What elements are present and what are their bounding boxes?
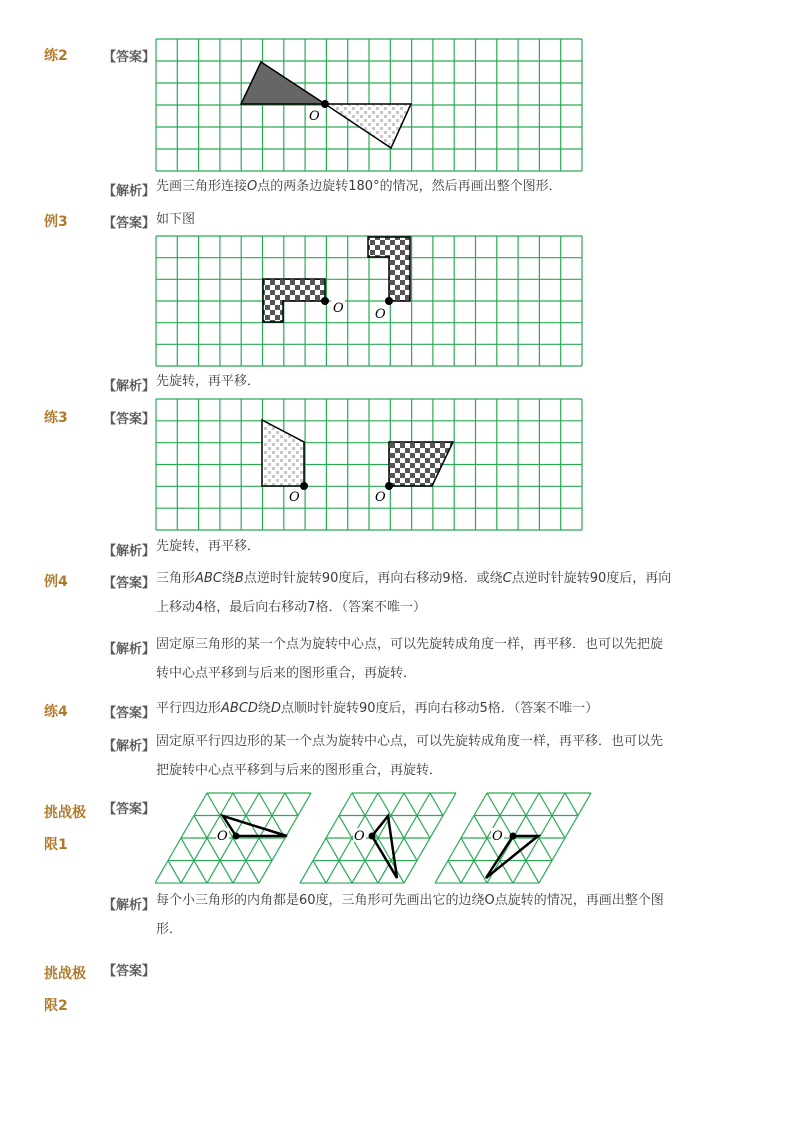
- answer-tag: 【答案】: [103, 802, 156, 817]
- analysis-tag: 【解析】: [103, 898, 156, 913]
- rotation-center-p3-b: [385, 482, 393, 490]
- original-l-shape-e3: [263, 279, 325, 322]
- triangle-fig2: [372, 816, 397, 878]
- analysis-text-e3: 先旋转，再平移．: [156, 374, 261, 389]
- section-label-c1: 挑战极 限1: [44, 805, 86, 853]
- answer-text-e3: 如下图: [156, 212, 196, 227]
- section-label-p3: 练3: [44, 410, 68, 426]
- rotation-center-fig3: [510, 833, 517, 840]
- analysis-tag: 【解析】: [103, 739, 156, 754]
- grid-figure-p2: [155, 38, 583, 173]
- analysis-text-e4: 固定原三角形的某一个点为旋转中心点，可以先旋转成角度一样，再平移．也可以先把旋 转中心点平移到与后来的图形重合，再旋转．: [156, 637, 664, 681]
- rotation-center-e3-a: [321, 297, 329, 305]
- o-mark: O: [375, 307, 386, 322]
- rotation-center-fig2: [369, 833, 376, 840]
- section-label-e3: 例3: [44, 214, 68, 230]
- grid-figure-p3: [155, 398, 583, 531]
- rotation-center-e3-b: [385, 297, 393, 305]
- moved-l-shape-e3: [368, 237, 410, 301]
- rotation-center-fig1: [233, 833, 240, 840]
- analysis-tag: 【解析】: [103, 184, 156, 199]
- grid-figure-e3: [155, 235, 583, 367]
- answer-tag: 【答案】: [103, 50, 156, 65]
- o-mark: O: [354, 829, 365, 844]
- analysis-text-p3: 先旋转，再平移．: [156, 539, 261, 554]
- o-mark: O: [289, 490, 300, 505]
- section-label-e4: 例4: [44, 574, 68, 590]
- section-label-p2: 练2: [44, 48, 68, 64]
- analysis-text-c1: 每个小三角形的内角都是60度，三角形可先画出它的边绕O点旋转的情况，再画出整个图 形．: [156, 893, 664, 937]
- answer-tag: 【答案】: [103, 412, 156, 427]
- section-label-p4: 练4: [44, 704, 68, 720]
- answer-text-p4: 平行四边形ABCD绕D点顺时针旋转90度后，再向右移动5格．（答案不唯一）: [156, 701, 599, 716]
- o-mark: O: [333, 301, 344, 316]
- analysis-text-p4: 固定原平行四边形的某一个点为旋转中心点，可以先旋转成角度一样，再平移．也可以先 把旋转中心点平移到与后来的图形重合，再旋转．: [156, 734, 664, 778]
- analysis-tag: 【解析】: [103, 642, 156, 657]
- o-mark: O: [375, 490, 386, 505]
- o-mark: O: [309, 109, 320, 124]
- answer-tag: 【答案】: [103, 216, 156, 231]
- o-mark: O: [492, 829, 503, 844]
- analysis-text-p2: 先画三角形连接O点的两条边旋转180°的情况，然后再画出整个图形．: [156, 179, 562, 194]
- answer-tag: 【答案】: [103, 576, 156, 591]
- triangle-grid-figures-c1: [155, 790, 595, 885]
- section-label-c2: 挑战极 限2: [44, 966, 86, 1014]
- answer-tag: 【答案】: [103, 706, 156, 721]
- analysis-tag: 【解析】: [103, 379, 156, 394]
- o-mark: O: [217, 829, 228, 844]
- answer-tag: 【答案】: [103, 964, 156, 979]
- answer-text-e4: 三角形ABC绕B点逆时针旋转90度后，再向右移动9格．或绕C点逆时针旋转90度后，再向 上移动4格，最后向右移动7格．（答案不唯一）: [156, 571, 672, 615]
- rotation-center-p3-a: [300, 482, 308, 490]
- rotation-center-p2: [321, 100, 329, 108]
- rotated-triangle-p2: [325, 104, 411, 148]
- original-quad-p3: [262, 420, 304, 486]
- analysis-tag: 【解析】: [103, 544, 156, 559]
